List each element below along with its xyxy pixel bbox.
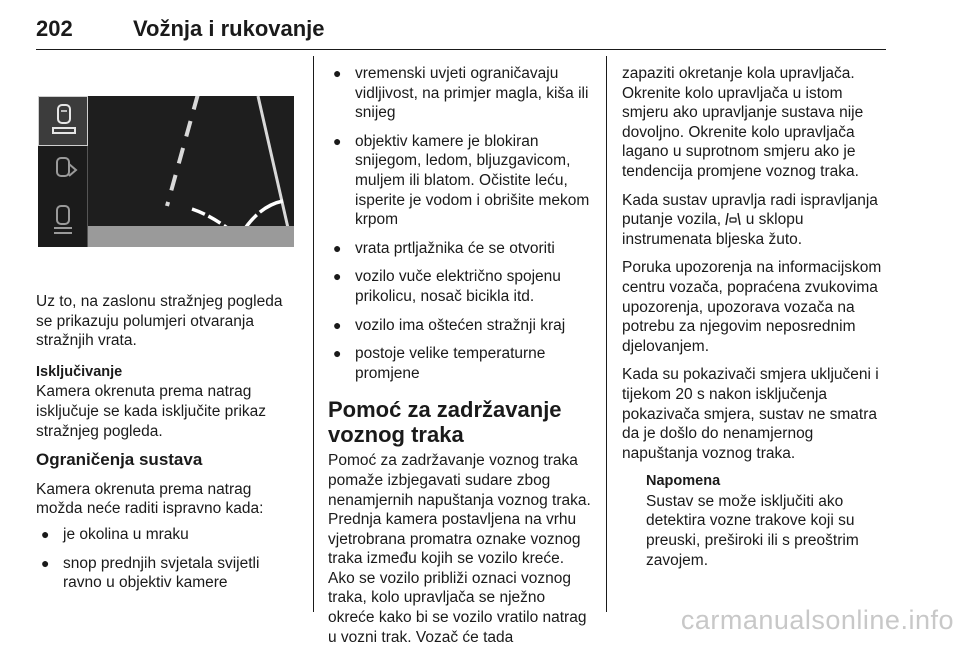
column-1 (36, 292, 298, 602)
paragraph: Kada sustav upravlja radi ispravljanja putanje vozila, u sklopu instrumenata bljeska žuto. (622, 191, 878, 248)
column-2 (328, 64, 592, 656)
paragraph: zapaziti okretanje kola upravljača. Okrenite kolo upravljača u istom smjeru ako upravljanje sustava nije dovoljno. Okrenite kolo upravljača lagano u suprotnom smjeru ako je tendencija promjene voznog traka. (622, 65, 864, 180)
watermark: carmanualsonline.info (680, 605, 954, 635)
rear-camera-display-illustration (38, 96, 294, 247)
column-divider (606, 56, 607, 612)
rear-view-mode-icon (38, 96, 88, 146)
camera-guide-lines (88, 96, 294, 247)
image-caption: Uz to, na zaslonu stražnjeg pogleda se prikazuju polumjeri otvaranja stražnjih vrata. (36, 293, 283, 350)
lane-keep-assist-icon (725, 212, 741, 226)
list-item: ● vremenski uvjeti ograničavaju vidljivost, na primjer magla, kiša ili snijeg (333, 65, 589, 122)
paragraph: Poruka upozorenja na informacijskom centru vozača, popraćena zvukovima upozorenja, upozorava vozača na potrebu za njegovim neposrednim djelovanjem. (622, 259, 882, 355)
note-text: Sustav se može isključiti ako detektira vozne trakove koji su preuski, preširoki ili s preoštrim zavojem. (646, 492, 859, 569)
column-3 (622, 64, 890, 570)
list-item: ● je okolina u mraku (41, 525, 189, 543)
column-divider (313, 56, 314, 612)
paragraph: Pomoć za zadržavanje voznog traka pomaže izbjegavati sudare zbog nenamjernih napuštanja voznog traka. Prednja kamera postavljena na vrhu vjetrobrana promatra oznake voznog traka između kojih se vozilo kreće. Ako se vozilo približi oznaci voznog traka, kolo upravljača se nježno okreće kako bi se vozilo vratilo natrag u vozni trak. Vozač će tada (328, 452, 591, 646)
list-item: ● vrata prtljažnika će se otvoriti (333, 239, 555, 257)
list-item: ● vozilo vuče električno spojenu prikolicu, nosač bicikla itd. (333, 268, 561, 305)
paragraph: Kada su pokazivači smjera uključeni i tijekom 20 s nakon isključenja pokazivača smjera, sustav ne smatra da je došlo do nenamjernog napuštanja voznog traka. (622, 366, 879, 462)
camera-mode-sidebar (38, 96, 88, 247)
note-box (622, 472, 890, 570)
list-item: ● snop prednjih svjetala svijetli ravno u objektiv kamere (41, 554, 260, 592)
list-item: ● vozilo ima oštećen stražnji kraj (333, 316, 566, 334)
paragraph: Kamera okrenuta prema natrag možda neće raditi ispravno kada: (36, 480, 264, 518)
side-view-mode-icon (38, 146, 88, 196)
paragraph: Kamera okrenuta prema natrag isključuje se kada isključite prikaz stražnjeg pogleda. (36, 383, 267, 440)
bumper-view (88, 226, 294, 247)
list-item: ● postoje velike temperaturne promjene (333, 345, 546, 382)
list-item: ● objektiv kamere je blokiran snijegom, ledom, bljuzgavicom, muljem ili blatom. Očistite leću, isperite je vodom i obrišite mekom krpom (333, 132, 590, 229)
heading-ogranicenja: Ograničenja sustava (36, 450, 203, 470)
page-header (36, 10, 886, 50)
bullet-list (36, 525, 298, 593)
bullet-list (328, 64, 592, 383)
section-title: Vožnja i rukovanje (133, 16, 325, 41)
page-number: 202 (36, 16, 73, 41)
surround-view-mode-icon (38, 196, 88, 246)
note-title: Napomena (646, 473, 721, 490)
heading-lane-keep-assist: Pomoć za zadržavanje voznog traka (328, 397, 562, 448)
subheading-isklucivanje: Isključivanje (36, 363, 123, 380)
